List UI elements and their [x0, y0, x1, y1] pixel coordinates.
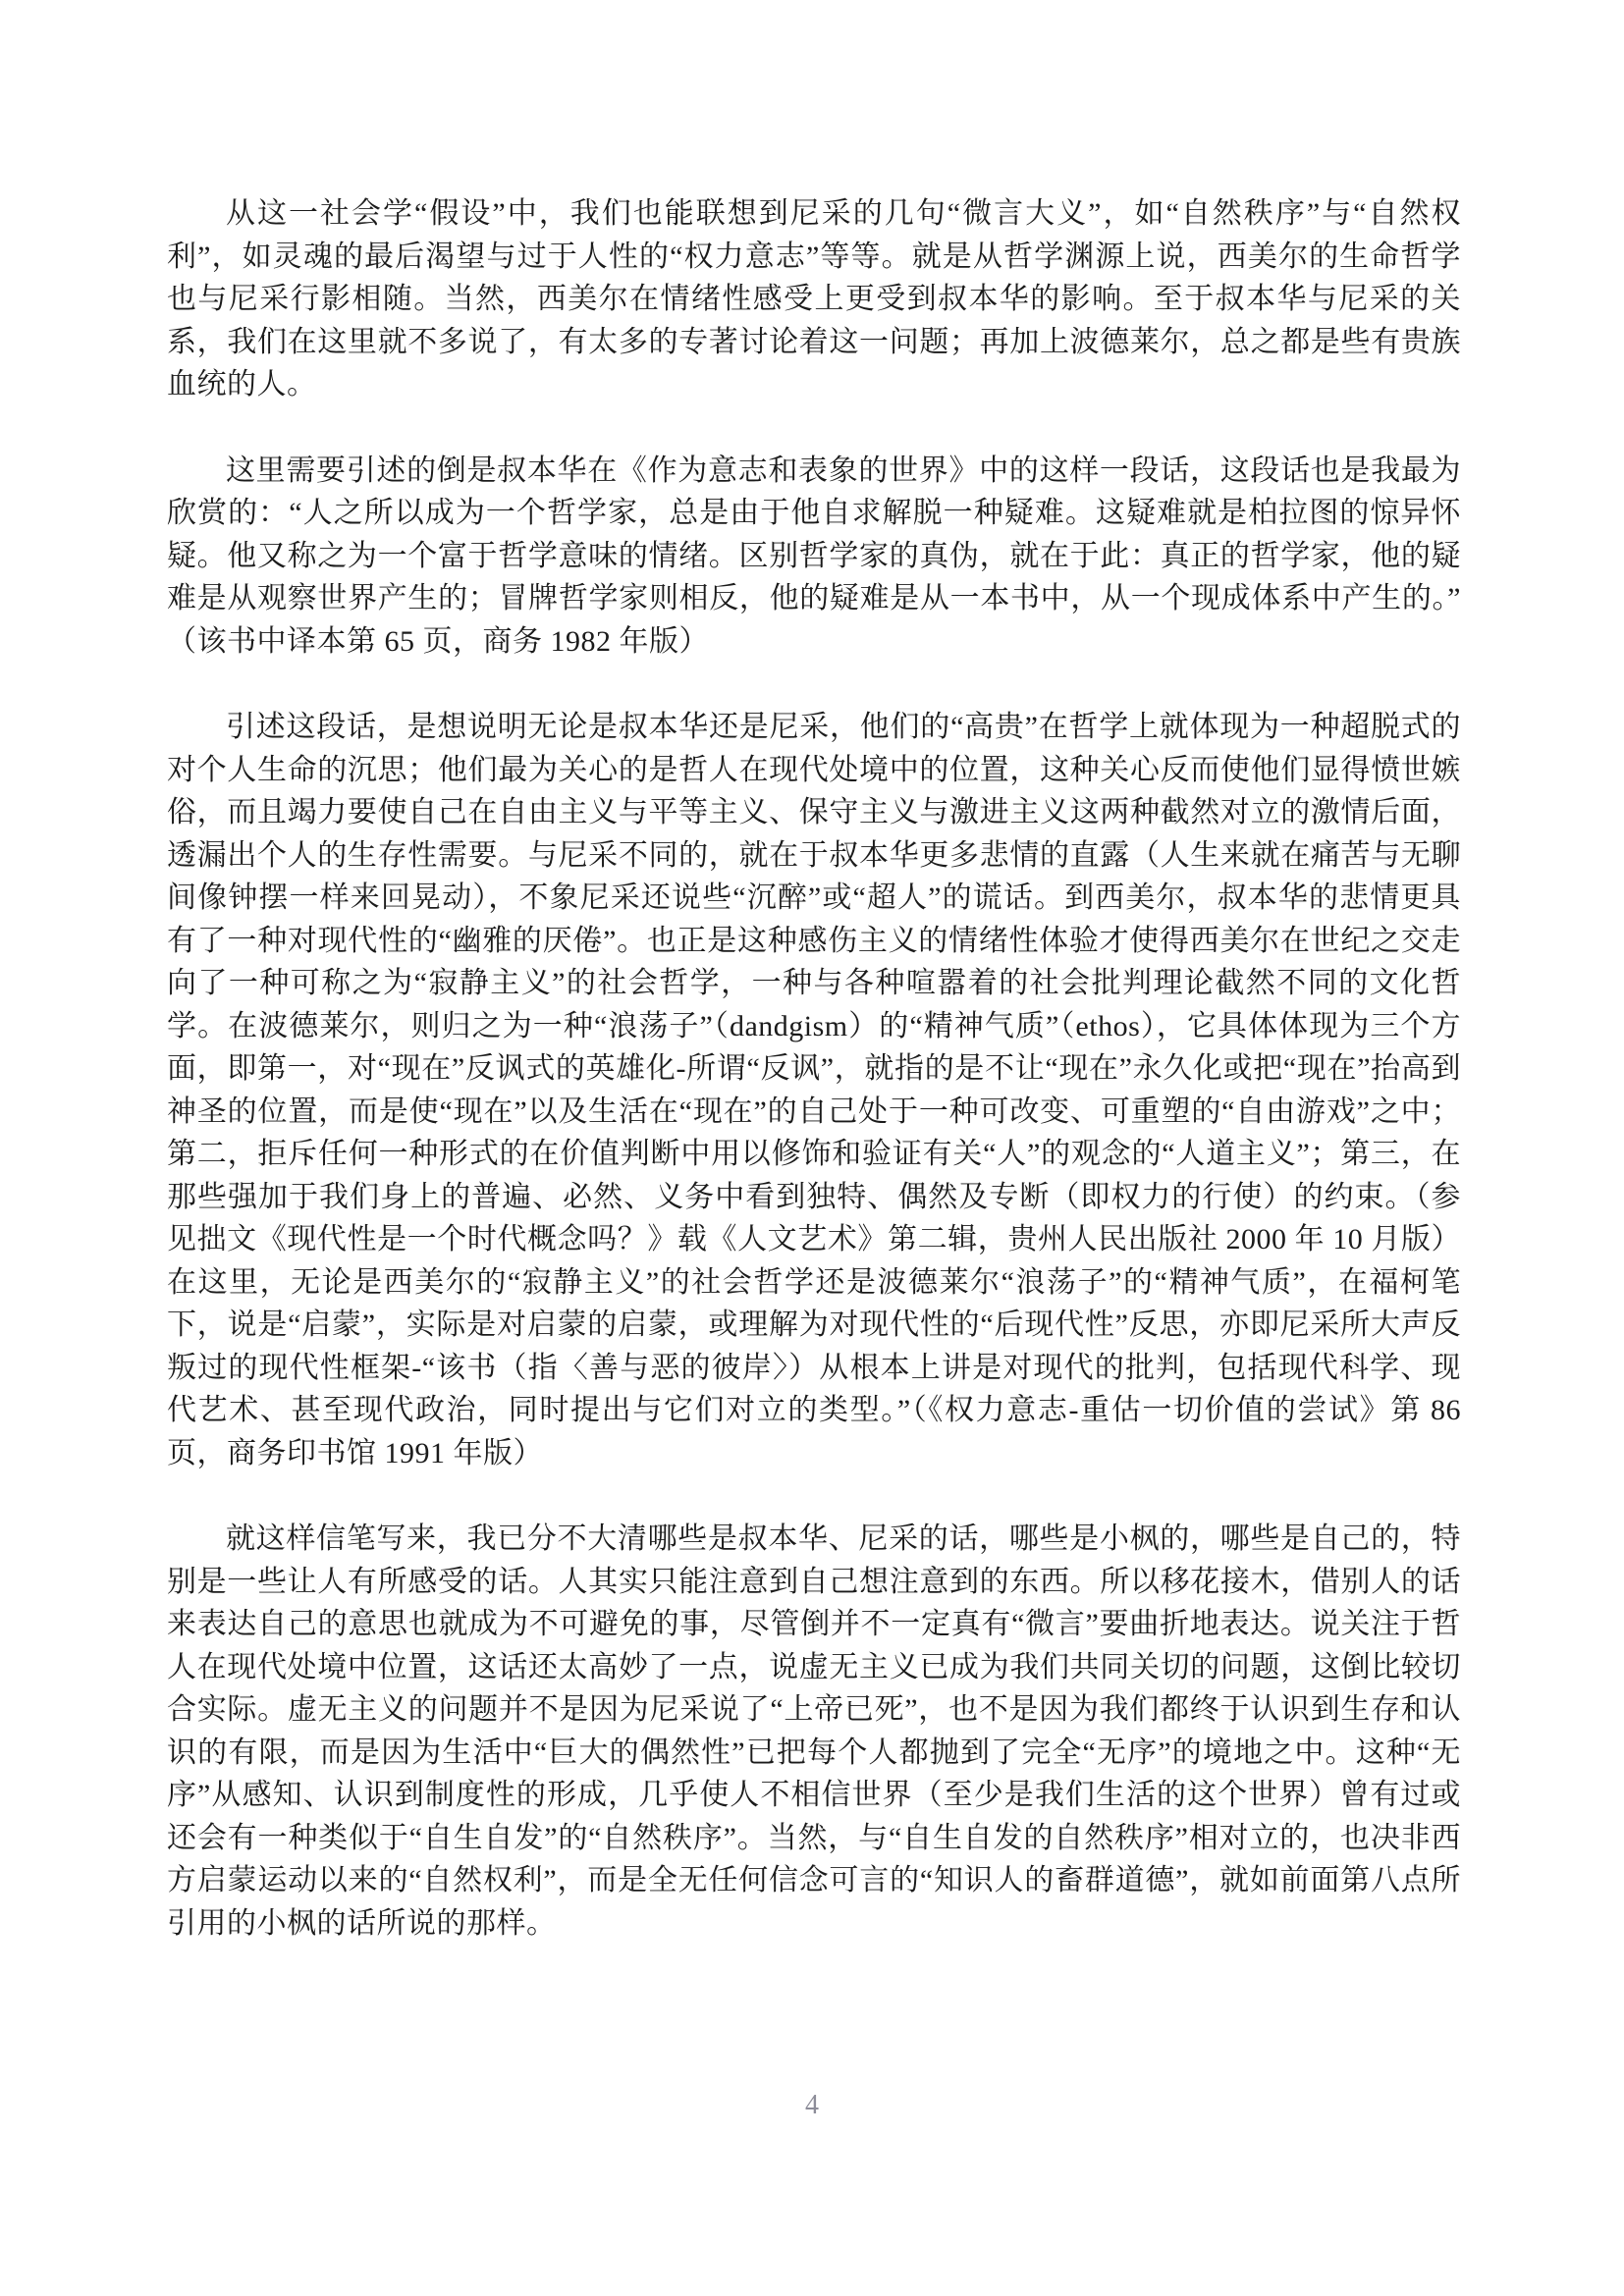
body-paragraph-2: 这里需要引述的倒是叔本华在《作为意志和表象的世界》中的这样一段话，这段话也是我最为欣赏的：“人之所以成为一个哲学家，总是由于他自求解脱一种疑难。这疑难就是柏拉图的惊异怀疑。他又称之为一个富于哲学意味的情绪。区别哲学家的真伪，就在于此：真正的哲学家，他的疑难是从观察世界产生的；冒牌哲学家则相反，他的疑难是从一本书中，从一个现成体系中产生的。”（该书中译本第 65 页，商务 1982 年版）	[167, 454, 1461, 658]
body-paragraph-1: 从这一社会学“假设”中，我们也能联想到尼采的几句“微言大义”，如“自然秩序”与“自然权利”，如灵魂的最后渴望与过于人性的“权力意志”等等。就是从哲学渊源上说，西美尔的生命哲学也与尼采行影相随。当然，西美尔在情绪性感受上更受到叔本华的影响。至于叔本华与尼采的关系，我们在这里就不多说了，有太多的专著讨论着这一问题；再加上波德莱尔，总之都是些有贵族血统的人。	[167, 197, 1461, 400]
body-paragraph-3: 引述这段话，是想说明无论是叔本华还是尼采，他们的“高贵”在哲学上就体现为一种超脱式的对个人生命的沉思；他们最为关心的是哲人在现代处境中的位置，这种关心反而使他们显得愤世嫉俗，而且竭力要使自己在自由主义与平等主义、保守主义与激进主义这两种截然对立的激情后面，透漏出个人的生存性需要。与尼采不同的，就在于叔本华更多悲情的直露（人生来就在痛苦与无聊间像钟摆一样来回晃动），不象尼采还说些“沉醉”或“超人”的谎话。到西美尔，叔本华的悲情更具有了一种对现代性的“幽雅的厌倦”。也正是这种感伤主义的情绪性体验才使得西美尔在世纪之交走向了一种可称之为“寂静主义”的社会哲学，一种与各种喧嚣着的社会批判理论截然不同的文化哲学。在波德莱尔，则归之为一种“浪荡子”（dandgism）的“精神气质”（ethos），它具体体现为三个方面，即第一，对“现在”反讽式的英雄化-所谓“反讽”，就指的是不让“现在”永久化或把“现在”抬高到神圣的位置，而是使“现在”以及生活在“现在”的自己处于一种可改变、可重塑的“自由游戏”之中；第二，拒斥任何一种形式的在价值判断中用以修饰和验证有关“人”的观念的“人道主义”；第三，在那些强加于我们身上的普遍、必然、义务中看到独特、偶然及专断（即权力的行使）的约束。（参见拙文《现代性是一个时代概念吗？》载《人文艺术》第二辑，贵州人民出版社 2000 年 10 月版）在这里，无论是西美尔的“寂静主义”的社会哲学还是波德莱尔“浪荡子”的“精神气质”，在福柯笔下，说是“启蒙”，实际是对启蒙的启蒙，或理解为对现代性的“后现代性”反思，亦即尼采所大声反叛过的现代性框架-“该书（指〈善与恶的彼岸〉）从根本上讲是对现代的批判，包括现代科学、现代艺术、甚至现代政治，同时提出与它们对立的类型。”（《权力意志-重估一切价值的尝试》第 86 页，商务印书馆 1991 年版）	[167, 711, 1461, 1469]
document-body	[167, 192, 1461, 1945]
page-number: 4	[805, 2090, 819, 2120]
body-paragraph-4: 就这样信笔写来，我已分不大清哪些是叔本华、尼采的话，哪些是小枫的，哪些是自己的，特别是一些让人有所感受的话。人其实只能注意到自己想注意到的东西。所以移花接木，借别人的话来表达自己的意思也就成为不可避免的事，尽管倒并不一定真有“微言”要曲折地表达。说关注于哲人在现代处境中位置，这话还太高妙了一点，说虚无主义已成为我们共同关切的问题，这倒比较切合实际。虚无主义的问题并不是因为尼采说了“上帝已死”，也不是因为我们都终于认识到生存和认识的有限，而是因为生活中“巨大的偶然性”已把每个人都抛到了完全“无序”的境地之中。这种“无序”从感知、认识到制度性的形成，几乎使人不相信世界（至少是我们生活的这个世界）曾有过或还会有一种类似于“自生自发”的“自然秩序”。当然，与“自生自发的自然秩序”相对立的，也决非西方启蒙运动以来的“自然权利”，而是全无任何信念可言的“知识人的畜群道德”，就如前面第八点所引用的小枫的话所说的那样。	[167, 1522, 1461, 1940]
